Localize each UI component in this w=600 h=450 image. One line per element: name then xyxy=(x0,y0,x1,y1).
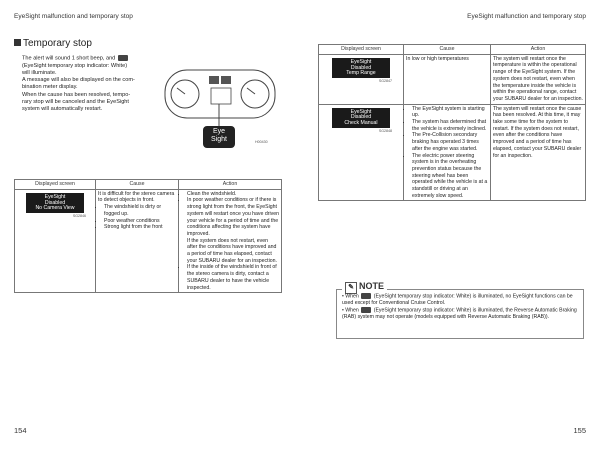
page-number-left: 154 xyxy=(14,426,27,435)
col-header-cause: Cause xyxy=(404,45,491,55)
section-title: Temporary stop xyxy=(14,38,92,49)
displayed-screen-cell xyxy=(319,54,404,104)
action-cell: • Clean the windshield. • In poor weather conditions or if there is strong light from the front, the EyeSight system will restart once you have driven your vehicle for a period of time and the conditions affecting the system have improved. If the system does not restart, even after the conditions have improved and a period of time has elapsed, contact your SUBARU dealer for an inspection. • If the inside of the windshield in front of the stereo camera is dirty, contact a SUBARU dealer to have the vehicle inspected. xyxy=(179,189,282,293)
section-marker-icon xyxy=(14,39,21,46)
screen-image: EyeSight Disabled Check Manual xyxy=(332,108,390,128)
cause-cell: • The EyeSight system is starting up. • The system has determined that the vehicle is extremely inclined. • The Pre-Collision secondary braking has operated 3 times after the engine was started. • The electric power steering system is in the overheating prevention status because the steering wheel has been operated while the vehicle is at a standstill or driving at an extremely slow speed. xyxy=(404,104,491,201)
screen-image: EyeSight Disabled No Camera View xyxy=(26,193,84,213)
note-icon: ✎ xyxy=(345,282,357,294)
screen-image: EyeSight Disabled Temp Range xyxy=(332,58,390,78)
page-number-right: 155 xyxy=(573,426,586,435)
screen-code: SG2848 xyxy=(378,129,392,134)
screen-code: SG2847 xyxy=(378,79,392,84)
action-cell: The system will restart once the cause has been resolved. At this time, it may take some time for the system to restart. If the system does not restart, even after the conditions have improved and a period of time has elapsed, contact your SUBARU dealer for an inspection. xyxy=(491,104,586,201)
list-item: • When (EyeSight temporary stop indicator: White) is illuminated, the Reverse Automatic Braking (RAB) system may not operate (models equipped with Reverse Automatic Braking (RAB)). xyxy=(342,306,577,320)
cause-cell: In low or high temperatures xyxy=(404,54,491,104)
displayed-screen-cell xyxy=(15,189,96,293)
col-header-action: Action xyxy=(491,45,586,55)
col-header-action: Action xyxy=(179,180,282,190)
table-row xyxy=(319,54,586,104)
eyesight-indicator-icon xyxy=(118,55,128,61)
col-header-cause: Cause xyxy=(96,180,179,190)
note-title: ✎ NOTE xyxy=(342,281,387,294)
action-cell: The system will restart once the temperature is within the operational range of the EyeSight system. If the system does not restart, even when the temperature inside the vehicle is within the operational range, contact your SUBARU dealer for an inspection. xyxy=(491,54,586,104)
meter-figure xyxy=(163,60,283,160)
note-list xyxy=(342,293,578,320)
col-header-screen: Displayed screen xyxy=(319,45,404,55)
col-header-screen: Displayed screen xyxy=(15,180,96,190)
page-header-left: EyeSight malfunction and temporary stop xyxy=(14,13,133,20)
eyesight-badge: Eye Sight xyxy=(203,126,235,148)
list-item: • When (EyeSight temporary stop indicator: White) is illuminated, no EyeSight functions can be used except for Conventional Cruise Control. xyxy=(342,293,573,306)
displayed-screen-cell xyxy=(319,104,404,201)
section-body: The alert will sound 1 short beep, and (EyeSight temporary stop indicator: White) will illuminate. A message will also be displayed on the com- bination meter display. When the cause has been resolved, tempo- rary stop will be canceled and the EyeSight system will automatically restart. xyxy=(22,55,135,112)
page-header-right: EyeSight malfunction and temporary stop xyxy=(467,13,586,20)
figure-code: H00430 xyxy=(255,140,268,144)
table-row xyxy=(15,189,282,293)
left-table xyxy=(14,179,282,293)
screen-code: SG2846 xyxy=(72,214,86,219)
cause-cell: It is difficult for the stereo camera to detect objects in front. • The windshield is dirty or fogged up. • Poor weather conditions • Strong light from the front xyxy=(96,189,179,293)
eyesight-indicator-icon xyxy=(361,307,371,313)
right-table xyxy=(318,44,586,201)
eyesight-indicator-icon xyxy=(361,293,371,299)
table-row xyxy=(319,104,586,201)
